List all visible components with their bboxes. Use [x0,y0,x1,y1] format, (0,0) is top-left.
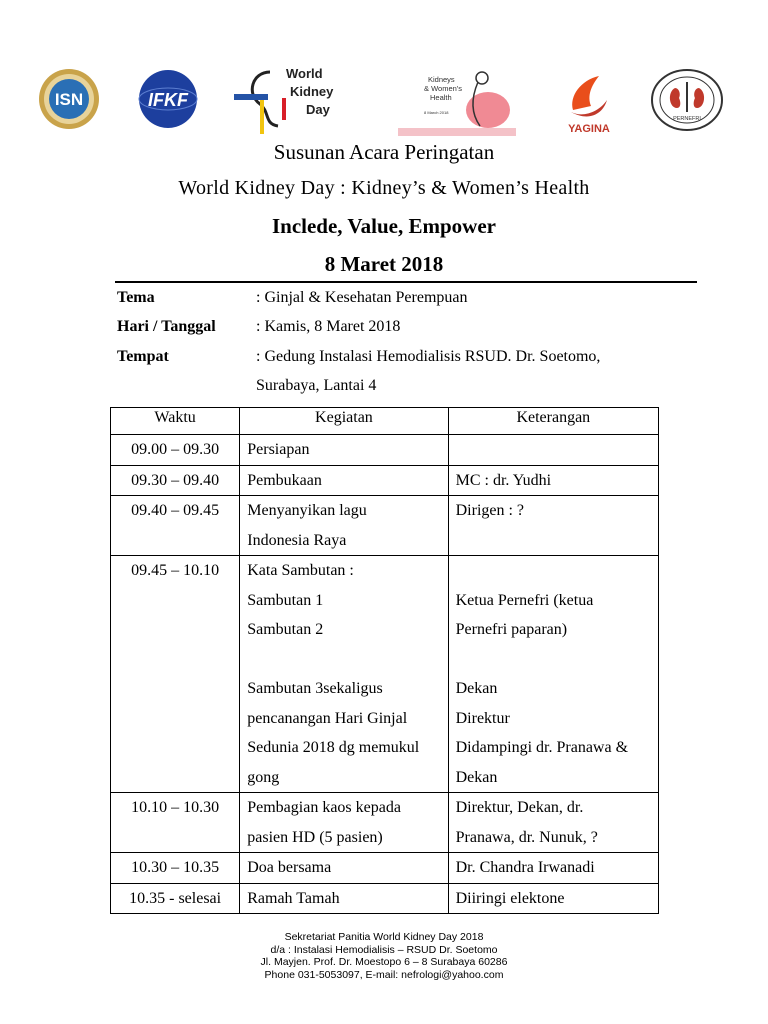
keterangan-line [456,556,651,586]
table-row [111,435,659,466]
header-divider [115,281,697,283]
kegiatan-line [247,645,440,675]
isn-logo [38,68,100,130]
kegiatan-line: Sedunia 2018 dg memukul [247,739,420,756]
table-row [111,853,659,884]
keterangan-line [456,645,651,675]
keterangan-line: Ketua Pernefri (ketua [455,591,594,609]
keterangan-line: Dekan [455,768,498,786]
title-line-1: Susunan Acara Peringatan [273,140,495,164]
kegiatan-line: Kata Sambutan : [247,562,354,579]
logo-row [0,58,768,148]
kw-line3: Health [430,93,452,102]
ifkf-logo-text: IFKF [148,90,188,110]
keterangan-line: Dekan [455,680,498,697]
kw-line2: & Women's [424,84,462,93]
keterangan-line: Direktur [455,709,510,727]
cell-kegiatan [240,496,448,556]
table-row [111,556,659,793]
header-keterangan: Keterangan [448,408,658,435]
keterangan-line: Dirigen : ? [455,502,525,519]
table-row [111,793,659,853]
kegiatan-line: Sambutan 1 [247,591,324,609]
tema-value: : Ginjal & Kesehatan Perempuan [256,289,468,306]
kidneys-womens-health-logo [398,66,516,136]
keterangan-line: MC : dr. Yudhi [455,471,552,489]
kegiatan-line: Doa bersama [247,859,332,876]
cell-keterangan [448,435,658,466]
keterangan-line: Didampingi dr. Pranawa & [455,739,629,756]
cell-keterangan [448,556,658,793]
kegiatan-line: Persiapan [247,441,310,458]
yagina-logo [563,72,615,134]
table-row [111,496,659,556]
cell-waktu: 09.40 – 09.45 [111,496,240,556]
cell-waktu: 10.10 – 10.30 [111,793,240,853]
table-header-row [111,408,659,435]
title-line-3: Inclede, Value, Empower [271,214,496,238]
cell-waktu: 09.30 – 09.40 [111,465,240,496]
table-row [111,883,659,914]
kw-line1: Kidneys [428,75,455,84]
footer-line-3: Jl. Mayjen. Prof. Dr. Moestopo 6 – 8 Surabaya 60286 [260,956,508,968]
world-kidney-day-logo [230,64,360,140]
tempat-label: Tempat [117,348,169,365]
kegiatan-line: Sambutan 3sekaligus [247,680,383,697]
cell-waktu: 10.35 - selesai [111,883,240,914]
kw-date: 8 March 2018 [424,110,449,115]
cell-waktu: 09.00 – 09.30 [111,435,240,466]
footer-line-4: Phone 031-5053097, E-mail: nefrologi@yahoo.com [264,968,504,981]
schedule-table [110,407,659,914]
tempat-value-2: Surabaya, Lantai 4 [256,377,377,394]
keterangan-line: Pranawa, dr. Nunuk, ? [455,828,598,846]
kegiatan-line: Sambutan 2 [247,621,324,638]
cell-kegiatan [240,465,448,496]
keterangan-line [456,435,651,465]
header-kegiatan: Kegiatan [240,408,448,435]
cell-waktu: 10.30 – 10.35 [111,853,240,884]
footer [0,931,768,981]
kegiatan-line: Pembukaan [247,471,322,489]
kegiatan-line: pencanangan Hari Ginjal [247,709,408,727]
kegiatan-line: Ramah Tamah [247,889,340,907]
kegiatan-line: gong [247,768,280,786]
cell-kegiatan [240,435,448,466]
wkd-line3: Day [306,102,330,117]
kegiatan-line: pasien HD (5 pasien) [247,828,383,846]
keterangan-line: Pernefri paparan) [455,621,568,638]
pernefri-logo-text: PERNEFRI [673,116,701,122]
kegiatan-line: Menyanyikan lagu [247,502,367,519]
cell-waktu: 09.45 – 10.10 [111,556,240,793]
footer-line-1: Sekretariat Panitia World Kidney Day 2018 [284,931,484,943]
title-line-2: World Kidney Day : Kidney’s & Women’s Health [178,177,590,199]
header-waktu: Waktu [111,408,240,435]
yagina-logo-text: YAGINA [568,123,610,134]
cell-keterangan [448,793,658,853]
hari-label: Hari / Tanggal [117,318,216,335]
cell-keterangan [448,496,658,556]
pernefri-logo [650,68,724,132]
cell-keterangan [448,853,658,884]
footer-line-2: d/a : Instalasi Hemodialisis – RSUD Dr. Soetomo [270,943,498,956]
keterangan-line: Direktur, Dekan, dr. [455,799,584,816]
wkd-line2: Kidney [290,84,334,99]
tempat-value-1: : Gedung Instalasi Hemodialisis RSUD. Dr. Soetomo, [256,348,601,365]
schedule-body [111,435,659,914]
cell-kegiatan [240,793,448,853]
cell-keterangan [448,883,658,914]
keterangan-line: Dr. Chandra Irwanadi [455,859,595,876]
cell-kegiatan [240,853,448,884]
kegiatan-line: Indonesia Raya [247,531,347,549]
cell-keterangan [448,465,658,496]
cell-kegiatan [240,556,448,793]
keterangan-line: Diiringi elektone [455,889,565,907]
tema-label: Tema [117,289,155,306]
cell-kegiatan [240,883,448,914]
title-date: 8 Maret 2018 [324,252,444,276]
table-row [111,465,659,496]
isn-logo-text: ISN [54,90,84,109]
hari-value: : Kamis, 8 Maret 2018 [256,318,401,335]
kegiatan-line: Pembagian kaos kepada [247,799,401,816]
wkd-line1: World [286,66,323,81]
ifkf-logo [138,69,198,129]
